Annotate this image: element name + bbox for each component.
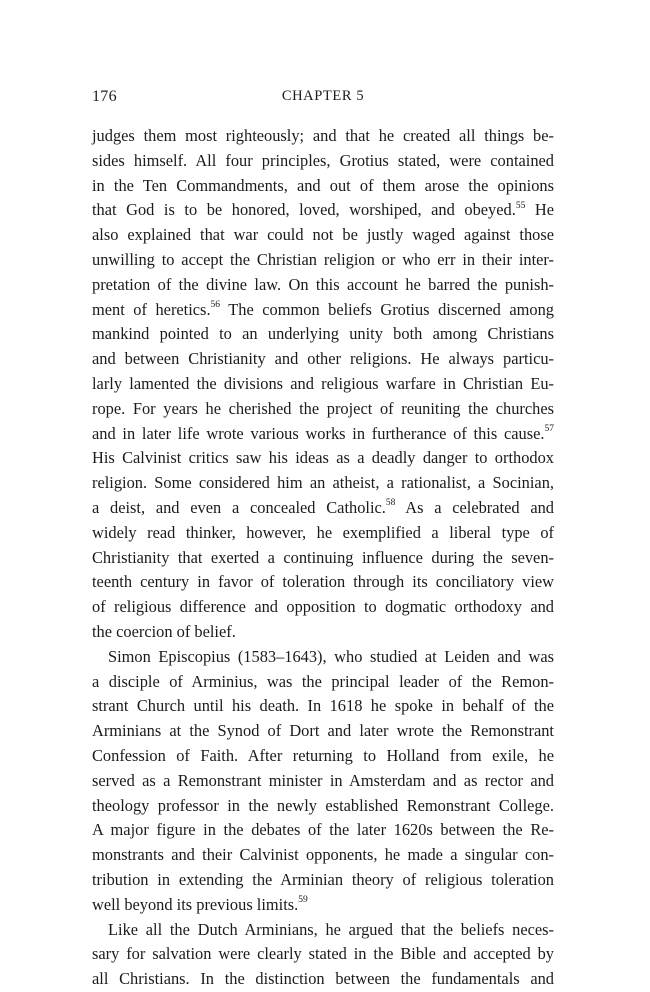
text-line [92, 918, 554, 943]
text-line [92, 248, 554, 273]
footnote-reference: 57 [544, 424, 554, 435]
text-line [92, 372, 554, 397]
text-line [92, 595, 554, 620]
text-segment: He [525, 200, 554, 220]
text-segment: unwilling to accept the Christian religion or who err in their inter- [92, 249, 554, 269]
text-line [92, 570, 554, 595]
text-line [92, 298, 554, 323]
text-segment: sary for salvation were clearly stated in the Bible and accepted by [92, 944, 554, 964]
text-segment: strant Church until his death. In 1618 he spoke in behalf of the [92, 696, 554, 716]
text-line [92, 868, 554, 893]
text-line [92, 496, 554, 521]
text-line [92, 645, 554, 670]
footnote-reference: 56 [210, 300, 221, 311]
text-line [92, 174, 554, 199]
text-line [92, 719, 554, 744]
text-segment: rope. For years he cherished the project of reuniting the churches [92, 398, 554, 418]
text-segment: Christianity that exerted a continuing influence during the seven- [92, 547, 554, 567]
text-line [92, 893, 554, 918]
text-line [92, 223, 554, 248]
text-segment: widely read thinker, however, he exemplified a liberal type of [92, 522, 554, 542]
text-segment: also explained that war could not be justly waged against those [92, 225, 554, 245]
text-segment: sides himself. All four principles, Grotius stated, were contained [92, 150, 554, 170]
text-line [92, 397, 554, 422]
text-line [92, 942, 554, 967]
text-line [92, 769, 554, 794]
text-segment: tribution in extending the Arminian theory of religious toleration [92, 869, 554, 889]
running-head-title: CHAPTER 5 [281, 88, 365, 104]
text-segment: Arminians at the Synod of Dort and later wrote the Remonstrant [92, 721, 554, 741]
text-segment: judges them most righteously; and that he created all things be- [92, 126, 554, 145]
text-line [92, 273, 554, 298]
text-line [92, 322, 554, 347]
text-line [92, 521, 554, 546]
text-line [92, 546, 554, 571]
text-line [92, 446, 554, 471]
body-text [92, 124, 554, 992]
text-segment: larly lamented the divisions and religious warfare in Christian Eu- [92, 373, 554, 393]
text-segment: of religious difference and opposition to dogmatic orthodoxy and [92, 597, 554, 617]
text-line [92, 818, 554, 843]
footnote-reference: 59 [298, 895, 308, 906]
page-number: 176 [92, 88, 117, 105]
text-line [92, 744, 554, 769]
running-header [92, 88, 554, 110]
footnote-reference: 55 [515, 200, 526, 211]
text-segment: religion. Some considered him an atheist, a rationalist, a Socinian, [92, 473, 554, 493]
text-line [92, 620, 554, 645]
text-segment: and between Christianity and other religions. He always particu- [92, 349, 554, 369]
text-segment: and in later life wrote various works in furtherance of this cause. [92, 423, 545, 443]
text-segment: Simon Episcopius (1583–1643), who studied at Leiden and was [108, 646, 554, 666]
text-segment: served as a Remonstrant minister in Amsterdam and as rector and [92, 770, 554, 790]
text-segment: ment of heretics. [92, 299, 211, 319]
text-line [92, 843, 554, 868]
footnote-reference: 58 [385, 498, 396, 509]
text-segment: The common beliefs Grotius discerned among [220, 299, 555, 319]
text-segment: teenth century in favor of toleration through its conciliatory view [92, 572, 554, 592]
text-segment: all Christians. In the distinction between the fundamentals and [92, 969, 554, 989]
text-line [92, 198, 554, 223]
text-line [92, 124, 554, 149]
text-segment: Like all the Dutch Arminians, he argued that the beliefs neces- [108, 919, 554, 939]
text-segment: As a celebrated and [395, 497, 554, 517]
text-segment: pretation of the divine law. On this account he barred the punish- [92, 274, 554, 294]
text-segment: a disciple of Arminius, was the principal leader of the Remon- [92, 671, 554, 691]
text-line [92, 794, 554, 819]
text-line [92, 967, 554, 992]
text-segment: His Calvinist critics saw his ideas as a deadly danger to orthodox [92, 448, 554, 468]
text-segment: mankind pointed to an underlying unity both among Christians [92, 324, 554, 344]
text-segment: in the Ten Commandments, and out of them arose the opinions [92, 175, 554, 195]
text-segment: theology professor in the newly established Remonstrant College. [92, 795, 554, 815]
text-segment: well beyond its previous limits. [92, 894, 299, 914]
text-segment: Confession of Faith. After returning to Holland from exile, he [92, 745, 554, 765]
text-segment: the coercion of belief. [92, 621, 236, 641]
text-line [92, 670, 554, 695]
text-line [92, 347, 554, 372]
text-segment: that God is to be honored, loved, worshiped, and obeyed. [92, 200, 516, 220]
text-line [92, 149, 554, 174]
text-segment: monstrants and their Calvinist opponents, he made a singular con- [92, 845, 554, 865]
text-segment: A major figure in the debates of the later 1620s between the Re- [92, 820, 554, 840]
text-line [92, 422, 554, 447]
text-line [92, 471, 554, 496]
text-line [92, 694, 554, 719]
text-segment: a deist, and even a concealed Catholic. [92, 497, 386, 517]
